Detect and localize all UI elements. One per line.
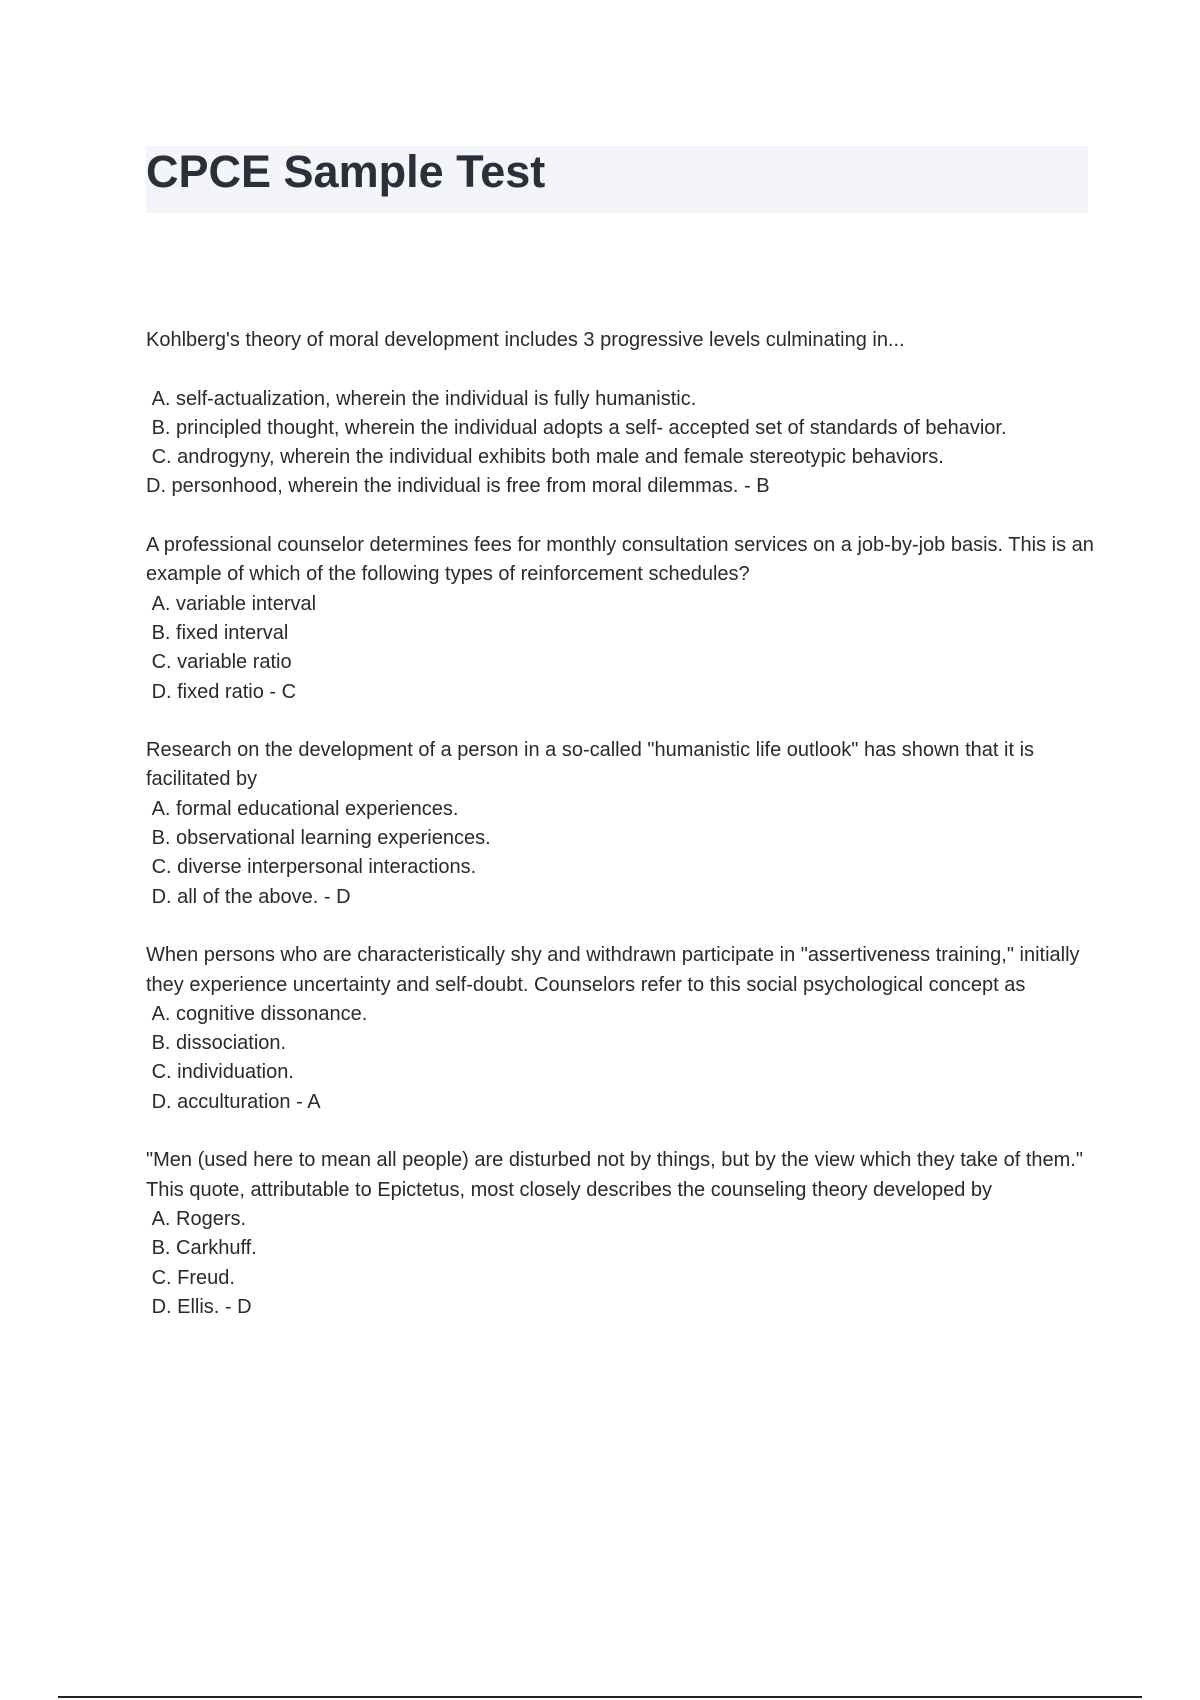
question-2	[146, 531, 1100, 707]
question-list	[146, 326, 1100, 1351]
option-d: D. personhood, wherein the individual is free from moral dilemmas. - B	[146, 475, 770, 498]
question-text: A professional counselor determines fees for monthly consultation services on a job-by-job basis. This is an example of which of the following types of reinforcement schedules?	[146, 534, 1100, 586]
question-3	[146, 736, 1096, 912]
option-d: D. Ellis. - D	[151, 1295, 252, 1318]
option-a: A. formal educational experiences.	[151, 797, 459, 820]
question-text: When persons who are characteristically shy and withdrawn participate in "assertiveness training," initially they experience uncertainty and self-doubt. Counselors refer to this social psychological concept as	[146, 944, 1086, 996]
option-a: A. Rogers.	[151, 1207, 247, 1230]
option-c: C. individuation.	[151, 1061, 294, 1084]
option-b: B. Carkhuff.	[151, 1237, 257, 1260]
page-title: CPCE Sample Test	[146, 146, 546, 197]
question-text: "Men (used here to mean all people) are disturbed not by things, but by the view which they take of them." This quote, attributable to Epictetus, most closely describes the counseling theory developed by	[146, 1149, 1089, 1201]
option-a: A. cognitive dissonance.	[151, 1002, 368, 1025]
option-b: B. observational learning experiences.	[151, 827, 491, 850]
option-a: A. self-actualization, wherein the individual is fully humanistic.	[151, 387, 697, 410]
question-1	[146, 326, 1096, 502]
question-4	[146, 941, 1096, 1117]
title-banner	[146, 146, 1088, 213]
option-c: C. diverse interpersonal interactions.	[151, 856, 477, 879]
question-text: Kohlberg's theory of moral development includes 3 progressive levels culminating in...	[146, 329, 905, 351]
option-a: A. variable interval	[151, 592, 317, 615]
option-b: B. fixed interval	[151, 621, 289, 644]
option-b: B. principled thought, wherein the individual adopts a self- accepted set of standards of behavior.	[151, 416, 1007, 439]
option-b: B. dissociation.	[151, 1032, 287, 1055]
option-c: C. variable ratio	[151, 651, 292, 674]
question-text: Research on the development of a person in a so-called "humanistic life outlook" has shown that it is facilitated by	[146, 739, 1040, 791]
option-d: D. fixed ratio - C	[151, 680, 297, 703]
option-d: D. all of the above. - D	[151, 885, 351, 908]
option-c: C. androgyny, wherein the individual exhibits both male and female stereotypic behaviors.	[151, 446, 944, 469]
option-d: D. acculturation - A	[151, 1090, 321, 1113]
footer-divider	[58, 1696, 1142, 1698]
question-5	[146, 1146, 1096, 1322]
option-c: C. Freud.	[151, 1266, 235, 1289]
